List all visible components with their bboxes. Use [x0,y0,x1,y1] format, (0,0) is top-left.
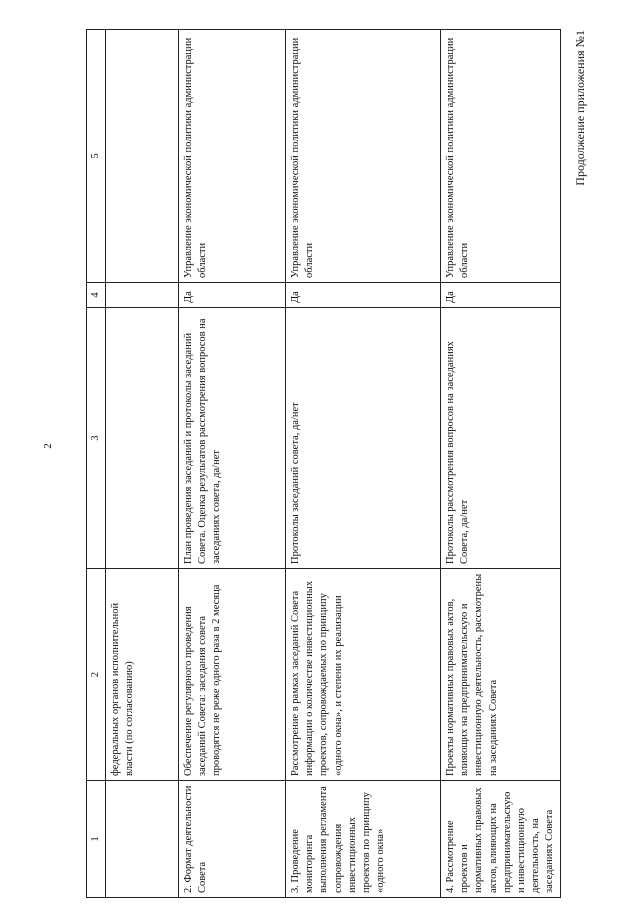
table-cell: Да [286,283,441,308]
table-cell: План проведения заседаний и протоколы заседаний Совета. Оценка результатов рассмотрения вопросов на заседаниях совета, да/нет [179,308,286,569]
table-row [286,30,441,898]
table-cell: Управление экономической политики администрации области [179,30,286,283]
table-cell: Управление экономической политики администрации области [286,30,441,283]
table-container [86,30,556,898]
header-cell: 2 [87,569,106,781]
table-cell [106,308,179,569]
table-cell [106,30,179,283]
table-row [441,30,561,898]
header-cell: 3 [87,308,106,569]
table-cell: Да [441,283,561,308]
table-cell: 4. Рассмотрение проектов и нормативных правовых актов, влияющих на предпринимательскую и инвестиционную деятельность, на заседаниях Совета [441,781,561,898]
header-cell: 1 [87,781,106,898]
table-cell [106,283,179,308]
table-cell: Проекты нормативных правовых актов, влияющих на предпринимательскую и инвестиционную деятельность, рассмотрены на заседаниях Совета [441,569,561,781]
table-cell: федеральных органов исполнительной власти (по согласованию) [106,569,179,781]
continuation-label: Продолжение приложения №1 [573,30,587,186]
page-number: 2 [42,443,54,449]
header-cell: 5 [87,30,106,283]
table-row [106,30,179,898]
header-cell: 4 [87,283,106,308]
table-header-row [87,30,106,898]
table-cell: Управление экономической политики администрации области [441,30,561,283]
table-cell: Да [179,283,286,308]
appendix-table [86,29,561,898]
table-cell: 2. Формат деятельности Совета [179,781,286,898]
table-row [179,30,286,898]
table-cell [106,781,179,898]
table-cell: 3. Проведение мониторинга выполнения регламента сопровождения инвестиционных проектов по принципу «одного окна» [286,781,441,898]
table-cell: Рассмотрение в рамках заседаний Совета информации о количестве инвестиционных проектов, сопровождаемых по принципу «одного окна», и степени их реализации [286,569,441,781]
table-cell: Протоколы рассмотрения вопросов на заседаниях Совета, да/нет [441,308,561,569]
table-cell: Протоколы заседаний совета, да/нет [286,308,441,569]
table-cell: Обеспечение регулярного проведения заседаний Совета: заседания совета проводятся не реже одного раза в 2 месяца [179,569,286,781]
